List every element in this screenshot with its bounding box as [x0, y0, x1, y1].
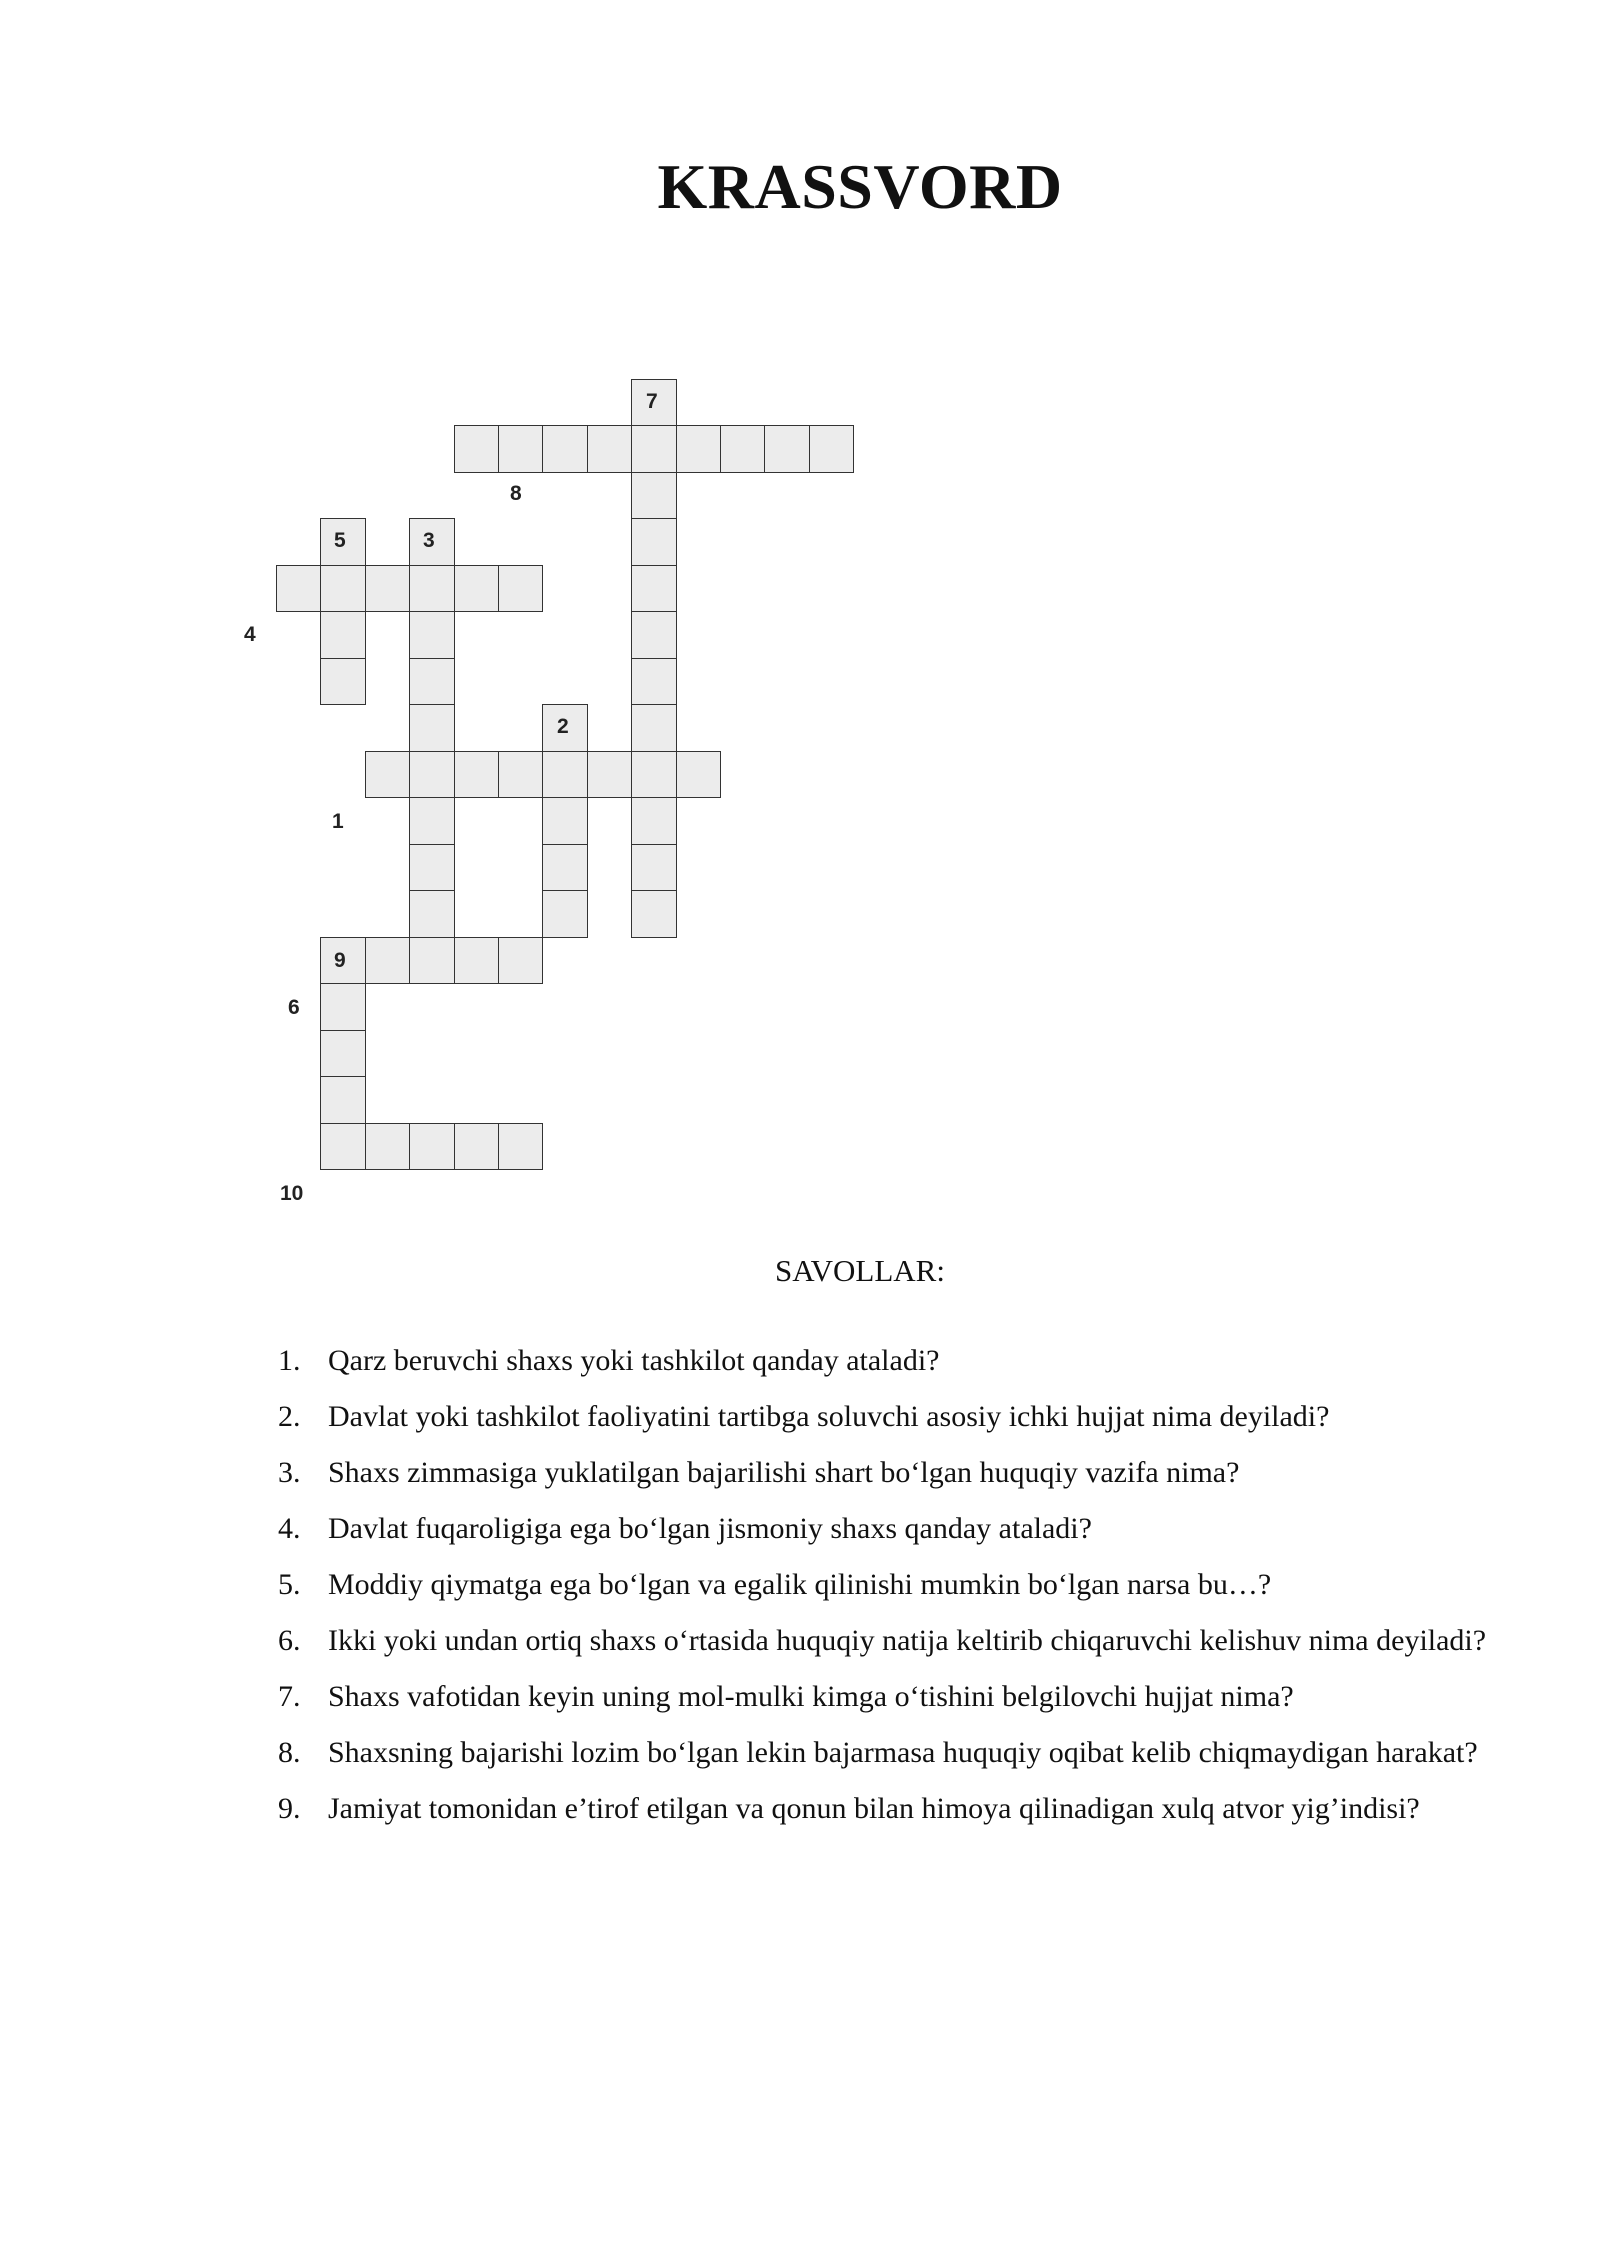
crossword-cell[interactable] — [498, 425, 543, 473]
question-text: Moddiy qiymatga ega bo‘lgan va egalik qilinishi mumkin bo‘lgan narsa bu…? — [328, 1568, 1272, 1601]
crossword-cell[interactable] — [676, 751, 721, 799]
crossword-cell[interactable] — [498, 937, 543, 985]
question-text: Jamiyat tomonidan e’tirof etilgan va qonun bilan himoya qilinadigan xulq atvor yig’indisi? — [328, 1792, 1420, 1825]
clue-number-10: 10 — [280, 1182, 304, 1205]
crossword-cell[interactable] — [498, 1123, 543, 1171]
crossword-cell[interactable] — [676, 425, 721, 473]
crossword-cell[interactable] — [365, 751, 410, 799]
clue-number-7: 7 — [646, 390, 658, 413]
crossword-cell[interactable] — [454, 425, 499, 473]
crossword-cell[interactable] — [320, 565, 365, 613]
question-number: 3. — [278, 1456, 301, 1489]
question-item — [278, 1445, 1494, 1501]
crossword-cell[interactable] — [542, 890, 587, 938]
question-number: 7. — [278, 1680, 301, 1713]
crossword-cell[interactable] — [809, 425, 854, 473]
clue-number-4: 4 — [244, 623, 256, 646]
crossword-cell[interactable] — [764, 425, 809, 473]
question-item — [278, 1557, 1494, 1613]
question-number: 8. — [278, 1736, 301, 1769]
crossword-cell[interactable] — [542, 751, 587, 799]
crossword-cell[interactable] — [365, 937, 410, 985]
question-text: Qarz beruvchi shaxs yoki tashkilot qanday ataladi? — [328, 1344, 940, 1377]
crossword-cell[interactable] — [409, 751, 454, 799]
crossword-cell[interactable] — [587, 425, 632, 473]
question-text: Davlat yoki tashkilot faoliyatini tartibga soluvchi asosiy ichki hujjat nima deyiladi? — [328, 1400, 1330, 1433]
question-item — [278, 1725, 1494, 1781]
crossword-cell[interactable] — [631, 704, 676, 752]
crossword-cell[interactable] — [498, 565, 543, 613]
crossword-cell[interactable] — [454, 565, 499, 613]
crossword-cell[interactable] — [454, 937, 499, 985]
crossword-cell[interactable] — [320, 611, 365, 659]
questions-list — [278, 1333, 1494, 1837]
clue-number-5: 5 — [334, 529, 346, 552]
crossword-cell[interactable] — [409, 658, 454, 706]
crossword-cell[interactable] — [498, 751, 543, 799]
question-number: 4. — [278, 1512, 301, 1545]
question-number: 9. — [278, 1792, 301, 1825]
crossword-cell[interactable] — [631, 658, 676, 706]
crossword-cell[interactable] — [276, 565, 321, 613]
question-item — [278, 1389, 1494, 1445]
question-text: Shaxs zimmasiga yuklatilgan bajarilishi shart bo‘lgan huquqiy vazifa nima? — [328, 1456, 1240, 1489]
question-number: 1. — [278, 1344, 301, 1377]
crossword-cell[interactable] — [720, 425, 765, 473]
crossword-cell[interactable] — [631, 844, 676, 892]
crossword-cell[interactable] — [542, 425, 587, 473]
clue-number-6: 6 — [288, 996, 300, 1019]
question-item — [278, 1781, 1494, 1837]
crossword-cell[interactable] — [409, 890, 454, 938]
crossword-cell[interactable] — [631, 890, 676, 938]
crossword-cell[interactable] — [454, 751, 499, 799]
crossword-cell[interactable] — [320, 1123, 365, 1171]
question-text: Ikki yoki undan ortiq shaxs o‘rtasida huquqiy natija keltirib chiqaruvchi kelishuv nima deyiladi? — [328, 1624, 1487, 1657]
clue-number-3: 3 — [423, 529, 435, 552]
crossword-cell[interactable] — [454, 1123, 499, 1171]
question-item — [278, 1501, 1494, 1557]
clue-number-8: 8 — [510, 482, 522, 505]
question-text: Shaxsning bajarishi lozim bo‘lgan lekin bajarmasa huquqiy oqibat kelib chiqmaydigan harakat? — [328, 1736, 1478, 1769]
crossword-cell[interactable] — [409, 797, 454, 845]
crossword-cell[interactable] — [320, 658, 365, 706]
clue-number-9: 9 — [334, 949, 346, 972]
crossword-cell[interactable] — [542, 844, 587, 892]
crossword-cell[interactable] — [587, 751, 632, 799]
crossword-cell[interactable] — [542, 797, 587, 845]
crossword-cell[interactable] — [409, 611, 454, 659]
question-item — [278, 1669, 1494, 1725]
crossword-cell[interactable] — [409, 565, 454, 613]
crossword-cell[interactable] — [320, 1076, 365, 1124]
question-number: 5. — [278, 1568, 301, 1601]
question-text: Davlat fuqaroligiga ega bo‘lgan jismoniy shaxs qanday ataladi? — [328, 1512, 1092, 1545]
question-text: Shaxs vafotidan keyin uning mol-mulki kimga o‘tishini belgilovchi hujjat nima? — [328, 1680, 1294, 1713]
question-number: 2. — [278, 1400, 301, 1433]
crossword-cell[interactable] — [365, 565, 410, 613]
crossword-cell[interactable] — [631, 751, 676, 799]
question-item — [278, 1613, 1494, 1669]
crossword-cell[interactable] — [409, 1123, 454, 1171]
crossword-cell[interactable] — [409, 704, 454, 752]
page-title: KRASSVORD — [657, 151, 1063, 222]
crossword-cell[interactable] — [631, 472, 676, 520]
crossword-cell[interactable] — [631, 425, 676, 473]
crossword-cell[interactable] — [409, 844, 454, 892]
question-item — [278, 1333, 1494, 1389]
question-number: 6. — [278, 1624, 301, 1657]
crossword-cell[interactable] — [320, 1030, 365, 1078]
crossword-cell[interactable] — [365, 1123, 410, 1171]
crossword-cell[interactable] — [631, 565, 676, 613]
crossword-cell[interactable] — [631, 797, 676, 845]
crossword-cell[interactable] — [409, 937, 454, 985]
questions-heading: SAVOLLAR: — [775, 1253, 945, 1288]
clue-number-1: 1 — [332, 810, 344, 833]
crossword-cell[interactable] — [320, 983, 365, 1031]
crossword-cell[interactable] — [631, 518, 676, 566]
crossword-cell[interactable] — [631, 611, 676, 659]
clue-number-2: 2 — [557, 715, 569, 738]
